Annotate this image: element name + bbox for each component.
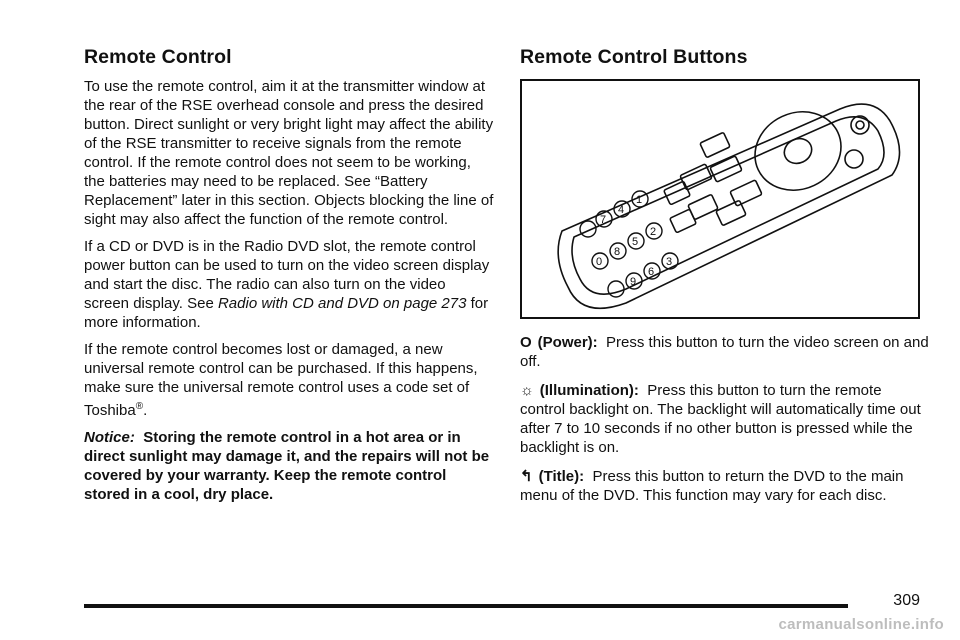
paragraph-remote-usage: To use the remote control, aim it at the transmitter window at the rear of the RSE overhead console and press the desired button. Direct sunlight or very bright light may affect the ability of the RSE transmitter to receive signals from the remote control. If the remote control does not seem to be working, the batteries may need to be replaced. See “Battery Replacement” later in this section. Objects blocking the line of sight may also affect the function of the remote control.: [84, 78, 494, 228]
key-4: 4: [618, 204, 625, 216]
remote-control-drawing: [522, 81, 918, 317]
watermark: carmanualsonline.info: [778, 616, 944, 633]
power-button: [851, 116, 869, 134]
right-column: [520, 46, 930, 515]
paragraph-replacement: [84, 340, 494, 420]
power-icon: O: [520, 334, 532, 351]
key-2: 2: [650, 226, 657, 238]
key-5: 5: [632, 236, 639, 248]
dpad-center: [780, 134, 816, 168]
buttons-heading: Remote Control Buttons: [520, 46, 748, 68]
button-description: Press this button to turn the remote control backlight on. The backlight will automatically time out after 7 to 10 seconds if no other button is pressed while the backlight is on.: [520, 382, 921, 456]
notice-body: Storing the remote control in a hot area or in direct sunlight may damage it, and the repairs will not be covered by your warranty. Keep the remote control stored in a cool, dry place.: [84, 429, 490, 503]
registered-mark: ®: [135, 401, 144, 412]
para3-text-b: .: [143, 402, 148, 419]
enter-key: [670, 209, 697, 233]
next-key: [716, 200, 746, 225]
button-description: Press this button to turn the video screen on and off.: [520, 334, 929, 370]
section-heading: Remote Control: [84, 46, 232, 68]
illumination-icon: ☼: [520, 382, 534, 399]
key-0: 0: [596, 256, 603, 268]
key-7: 7: [600, 214, 607, 226]
footer-rule: [84, 604, 848, 608]
key-1: 1: [636, 194, 643, 206]
page-number: 309: [893, 592, 920, 609]
button-name: (Illumination):: [539, 382, 639, 399]
illumination-button: [845, 150, 863, 168]
button-description: Press this button to return the DVD to the main menu of the DVD. This function may vary for each disc.: [520, 468, 904, 504]
left-column: [84, 46, 494, 512]
notice: [84, 428, 494, 504]
paragraph-radio-dvd: [84, 237, 494, 332]
button-name: (Power):: [537, 334, 598, 351]
power-button-entry: [520, 333, 930, 371]
key-9: 9: [630, 276, 637, 288]
para3-text-a: If the remote control becomes lost or damaged, a new universal remote control can be purchased. If this happens, make sure the universal remote control uses a code set of Toshiba: [84, 341, 478, 419]
key-6: 6: [648, 266, 655, 278]
cross-reference-link[interactable]: Radio with CD and DVD on page 273: [217, 295, 467, 312]
illumination-button-entry: [520, 381, 930, 457]
remote-body-outline: [558, 104, 899, 308]
title-button-entry: [520, 467, 930, 505]
key-8: 8: [614, 246, 621, 258]
number-keypad: [580, 191, 678, 297]
remote-control-illustration: [520, 79, 920, 319]
notice-label: Notice:: [84, 429, 135, 446]
stop-key: [700, 132, 730, 157]
para2-text-b: for more information.: [84, 295, 489, 331]
key-3: 3: [666, 256, 673, 268]
button-name: (Title):: [538, 468, 585, 485]
title-icon: ↰: [520, 468, 533, 485]
para2-text-a: If a CD or DVD is in the Radio DVD slot, the remote control power button can be used to turn on the video screen display and start the disc. The radio can also turn on the video screen display. See: [84, 238, 490, 312]
